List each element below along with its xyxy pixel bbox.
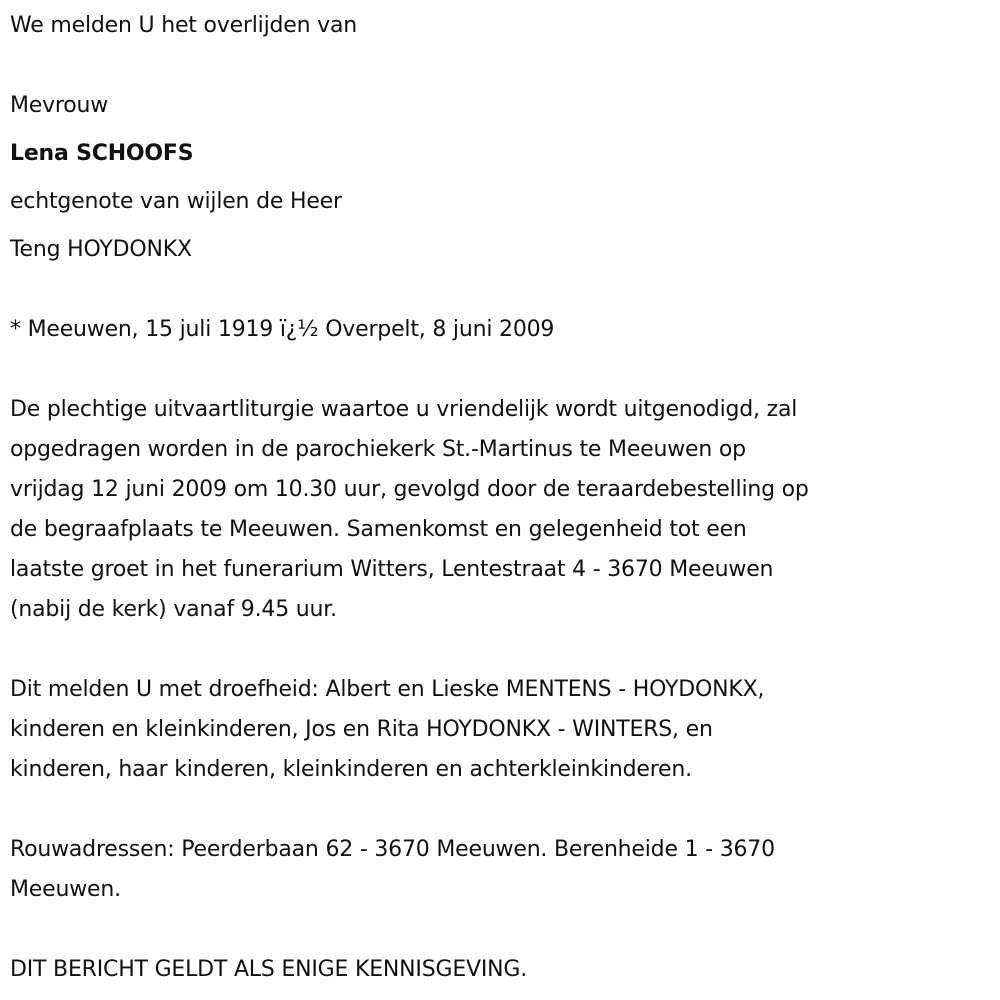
- family-line: kinderen en kleinkinderen, Jos en Rita HOYDONKX - WINTERS, en: [10, 717, 713, 742]
- liturgy-line: (nabij de kerk) vanaf 9.45 uur.: [10, 597, 337, 622]
- liturgy-line: de begraafplaats te Meeuwen. Samenkomst en gelegenheid tot een: [10, 517, 747, 542]
- salutation: Mevrouw: [10, 93, 109, 118]
- family-line: kinderen, haar kinderen, kleinkinderen en achterkleinkinderen.: [10, 757, 692, 782]
- address-line: Meeuwen.: [10, 877, 121, 902]
- liturgy-line: vrijdag 12 juni 2009 om 10.30 uur, gevolgd door de teraardebestelling op: [10, 477, 809, 502]
- address-line: Rouwadressen: Peerderbaan 62 - 3670 Meeuwen. Berenheide 1 - 3670: [10, 837, 775, 862]
- relation-text: echtgenote van wijlen de Heer: [10, 189, 342, 214]
- deceased-name: Lena SCHOOFS: [10, 141, 194, 166]
- intro-text: We melden U het overlijden van: [10, 13, 357, 38]
- closing-notice: DIT BERICHT GELDT ALS ENIGE KENNISGEVING.: [10, 957, 528, 982]
- liturgy-line: De plechtige uitvaartliturgie waartoe u vriendelijk wordt uitgenodigd, zal: [10, 397, 798, 422]
- liturgy-line: opgedragen worden in de parochiekerk St.-Martinus te Meeuwen op: [10, 437, 746, 462]
- birth-death-dates: * Meeuwen, 15 juli 1919 ï¿½ Overpelt, 8 juni 2009: [10, 317, 555, 342]
- liturgy-line: laatste groet in het funerarium Witters, Lentestraat 4 - 3670 Meeuwen: [10, 557, 774, 582]
- family-line: Dit melden U met droefheid: Albert en Lieske MENTENS - HOYDONKX,: [10, 677, 765, 702]
- spouse-name: Teng HOYDONKX: [10, 237, 192, 262]
